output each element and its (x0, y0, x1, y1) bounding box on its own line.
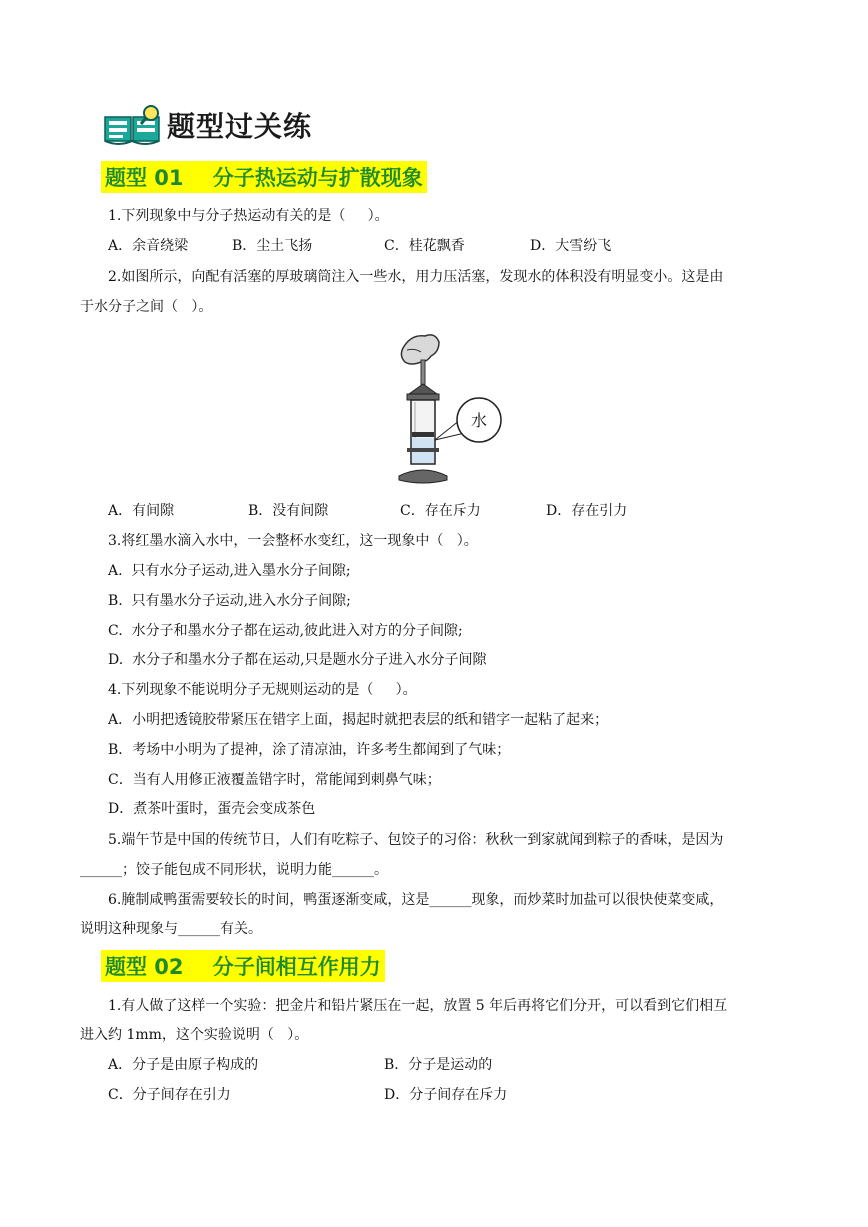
question-2-option-d: D．存在引力 (546, 503, 628, 519)
question-2-stem-line-1: 2.如图所示，向配有活塞的厚玻璃筒注入一些水，用力压活塞，发现水的体积没有明显变小。这是由 (108, 269, 724, 285)
question-1-option-d: D．大雪纷飞 (530, 238, 612, 254)
question-4-option-c: C．当有人用修正液覆盖错字时，常能闻到刺鼻气味； (108, 772, 441, 788)
question-3-option-d: D. 水分子和墨水分子都在运动,只是题水分子进入水分子间隙 (108, 652, 487, 668)
question-2-option-b: B．没有间隙 (248, 503, 329, 519)
question-7-option-a: A．分子是由原子构成的 (108, 1057, 259, 1073)
question-1-option-b: B．尘土飞扬 (232, 238, 313, 254)
page-header (103, 103, 312, 147)
question-7-option-b: B．分子是运动的 (384, 1057, 493, 1073)
section-heading-label: 题型 02 分子间相互作用力 (105, 955, 381, 979)
book-magnifier-icon (103, 103, 163, 147)
question-4-stem: 4.下列现象不能说明分子无规则运动的是（ ）。 (108, 682, 417, 698)
question-2-option-c: C．存在斥力 (400, 503, 481, 519)
question-7-line-2: 进入约 1mm，这个实验说明（ ）。 (80, 1027, 309, 1043)
question-2-option-a: A．有间隙 (108, 503, 175, 519)
figure-water-label: 水 (470, 411, 488, 430)
question-4-option-d: D．煮茶叶蛋时，蛋壳会变成茶色 (108, 801, 316, 817)
section-heading-02 (101, 950, 385, 982)
section-heading-01 (101, 161, 427, 193)
question-5-line-1: 5.端午节是中国的传统节日，人们有吃粽子、包饺子的习俗：秋秋一到家就闻到粽子的香味，是因为 (108, 832, 724, 848)
question-3-option-a: A. 只有水分子运动,进入墨水分子间隙; (108, 563, 351, 579)
header-title: 题型过关练 (167, 110, 313, 143)
section-heading-label: 题型 01 分子热运动与扩散现象 (105, 166, 423, 190)
question-7-line-1: 1.有人做了这样一个实验：把金片和铅片紧压在一起，放置 5 年后再将它们分开，可以看到它们相互 (108, 998, 728, 1014)
question-4-option-a: A．小明把透镜胶带紧压在错字上面，揭起时就把表层的纸和错字一起粘了起来； (108, 712, 609, 728)
question-3-stem: 3.将红墨水滴入水中，一会整杯水变红，这一现象中（ ）。 (108, 533, 478, 549)
question-3-option-b: B. 只有墨水分子运动,进入水分子间隙; (108, 593, 351, 609)
question-3-option-c: C. 水分子和墨水分子都在运动,彼此进入对方的分子间隙; (108, 623, 463, 639)
question-4-option-b: B．考场中小明为了提神，涂了清凉油，许多考生都闻到了气味； (108, 742, 511, 758)
question-6-line-2: 说明这种现象与______有关。 (80, 921, 262, 937)
question-7-option-d: D．分子间存在斥力 (384, 1087, 508, 1103)
question-6-line-1: 6.腌制咸鸭蛋需要较长的时间，鸭蛋逐渐变咸，这是______现象，而炒菜时加盐可以很快使菜变咸， (108, 892, 724, 908)
piston-cylinder-figure (377, 328, 507, 488)
question-1-option-a: A．余音绕梁 (108, 238, 189, 254)
question-5-line-2: ______；饺子能包成不同形状，说明力能______。 (80, 862, 388, 878)
question-1-stem: 1.下列现象中与分子热运动有关的是（ ）。 (108, 208, 389, 224)
question-2-stem-line-2: 于水分子之间（ ）。 (80, 299, 213, 315)
question-1-option-c: C．桂花飘香 (384, 238, 465, 254)
question-7-option-c: C．分子间存在引力 (108, 1087, 231, 1103)
